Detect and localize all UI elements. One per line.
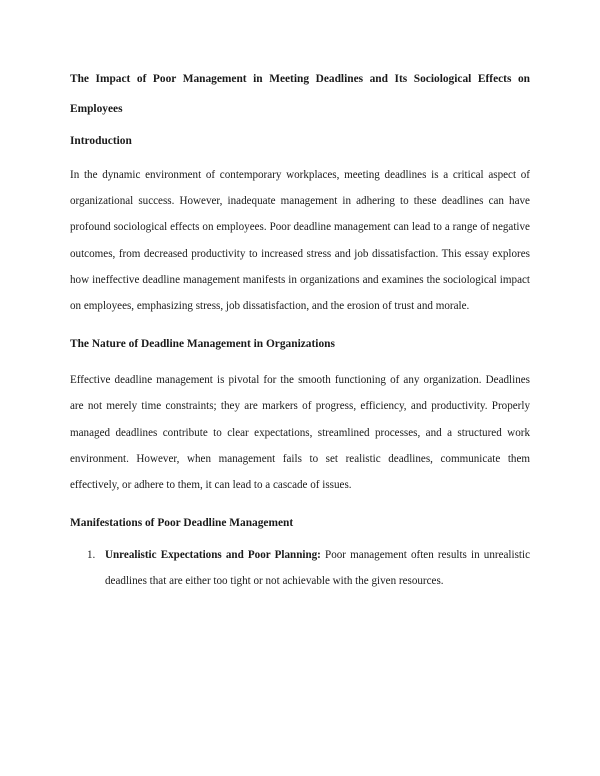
introduction-paragraph: In the dynamic environment of contemporary workplaces, meeting deadlines is a critical aspect of organizational success. However, inadequate management in adhering to these deadlines can have profound sociological effects on employees. Poor deadline management can lead to a range of negative outcomes, from decreased productivity to increased stress and job dissatisfaction. This essay explores how ineffective deadline management manifests in organizations and examines the sociological impact on employees, emphasizing stress, job dissatisfaction, and the erosion of trust and morale. [70, 169, 530, 313]
list-item-text: Poor management often results in unrealistic deadlines that are either too tight or not achievable with the given resources. [105, 549, 530, 588]
section-heading-nature: The Nature of Deadline Management in Organizations [70, 338, 335, 351]
document-title: The Impact of Poor Management in Meeting Deadlines and Its Sociological Effects on Employees [70, 73, 530, 115]
section-heading-manifestations: Manifestations of Poor Deadline Management [70, 517, 294, 530]
section-heading-introduction: Introduction [70, 135, 132, 147]
list-item [70, 542, 530, 594]
nature-paragraph: Effective deadline management is pivotal for the smooth functioning of any organization. Deadlines are not merely time constraints; they are markers of progress, efficiency, and productivity. Properly managed deadlines contribute to clear expectations, streamlined processes, and a structured work environment. However, when management fails to set realistic deadlines, communicate them effectively, or adhere to them, it can lead to a cascade of issues. [70, 374, 530, 492]
list-item-number: 1. [87, 549, 96, 562]
manifestations-list [70, 542, 530, 594]
document-content [70, 64, 530, 595]
list-item-title: Unrealistic Expectations and Poor Planning: [105, 549, 321, 562]
